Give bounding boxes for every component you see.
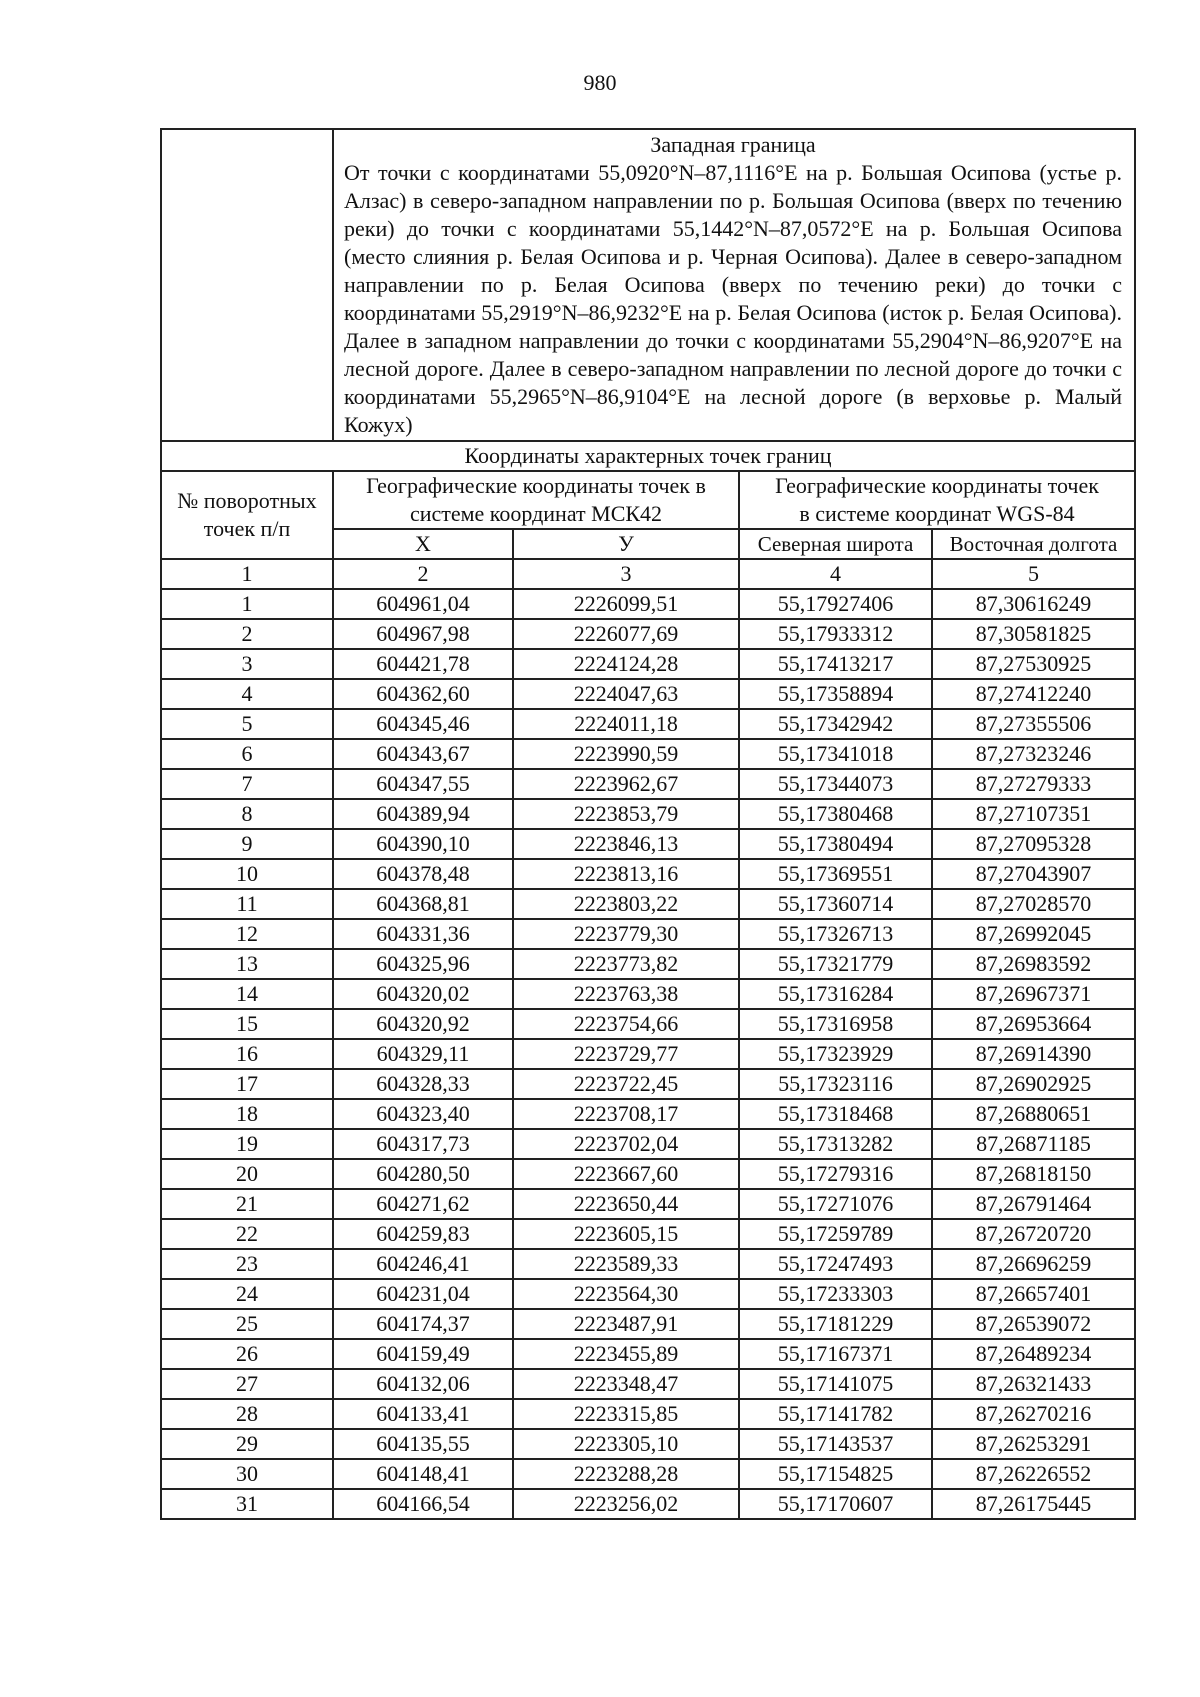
cell-latitude: 55,17933312 [739, 619, 932, 649]
table-row [161, 859, 1135, 889]
table-row [161, 1309, 1135, 1339]
description-title: Западная граница [650, 132, 816, 157]
cell-x: 604328,33 [333, 1069, 513, 1099]
cell-latitude: 55,17167371 [739, 1339, 932, 1369]
cell-y: 2223564,30 [513, 1279, 739, 1309]
cell-number: 22 [161, 1219, 333, 1249]
cell-latitude: 55,17247493 [739, 1249, 932, 1279]
cell-y: 2223773,82 [513, 949, 739, 979]
cell-y: 2223605,15 [513, 1219, 739, 1249]
cell-x: 604378,48 [333, 859, 513, 889]
cell-y: 2223962,67 [513, 769, 739, 799]
table-row [161, 1129, 1135, 1159]
cell-y: 2223288,28 [513, 1459, 739, 1489]
table-row [161, 1369, 1135, 1399]
cell-x: 604961,04 [333, 589, 513, 619]
section-title: Координаты характерных точек границ [161, 441, 1135, 471]
cell-number: 12 [161, 919, 333, 949]
cell-latitude: 55,17927406 [739, 589, 932, 619]
cell-number: 25 [161, 1309, 333, 1339]
cell-x: 604368,81 [333, 889, 513, 919]
table-row [161, 739, 1135, 769]
cell-latitude: 55,17413217 [739, 649, 932, 679]
cell-x: 604133,41 [333, 1399, 513, 1429]
cell-number: 4 [161, 679, 333, 709]
table-row [161, 949, 1135, 979]
cell-y: 2223487,91 [513, 1309, 739, 1339]
cell-number: 23 [161, 1249, 333, 1279]
cell-latitude: 55,17181229 [739, 1309, 932, 1339]
description-cell [333, 129, 1135, 441]
table-row [161, 769, 1135, 799]
table-row [161, 1429, 1135, 1459]
cell-number: 17 [161, 1069, 333, 1099]
cell-y: 2224047,63 [513, 679, 739, 709]
cell-y: 2223729,77 [513, 1039, 739, 1069]
cell-longitude: 87,27279333 [932, 769, 1135, 799]
cell-latitude: 55,17369551 [739, 859, 932, 889]
cell-latitude: 55,17326713 [739, 919, 932, 949]
cell-number: 10 [161, 859, 333, 889]
cell-number: 30 [161, 1459, 333, 1489]
column-index: 2 [333, 559, 513, 589]
cell-y: 2223853,79 [513, 799, 739, 829]
cell-x: 604317,73 [333, 1129, 513, 1159]
header-group-wgs: Географические координаты точек в системе координат WGS-84 [739, 471, 1135, 529]
table-row [161, 1189, 1135, 1219]
cell-latitude: 55,17233303 [739, 1279, 932, 1309]
table-row [161, 1099, 1135, 1129]
cell-x: 604345,46 [333, 709, 513, 739]
cell-longitude: 87,27043907 [932, 859, 1135, 889]
cell-longitude: 87,26489234 [932, 1339, 1135, 1369]
cell-latitude: 55,17141075 [739, 1369, 932, 1399]
cell-longitude: 87,26914390 [932, 1039, 1135, 1069]
cell-x: 604421,78 [333, 649, 513, 679]
cell-x: 604329,11 [333, 1039, 513, 1069]
cell-number: 28 [161, 1399, 333, 1429]
cell-y: 2223803,22 [513, 889, 739, 919]
cell-y: 2223348,47 [513, 1369, 739, 1399]
cell-longitude: 87,30581825 [932, 619, 1135, 649]
cell-latitude: 55,17380494 [739, 829, 932, 859]
cell-latitude: 55,17321779 [739, 949, 932, 979]
cell-number: 11 [161, 889, 333, 919]
cell-x: 604323,40 [333, 1099, 513, 1129]
cell-y: 2223990,59 [513, 739, 739, 769]
cell-number: 19 [161, 1129, 333, 1159]
column-index: 5 [932, 559, 1135, 589]
cell-longitude: 87,27412240 [932, 679, 1135, 709]
cell-x: 604148,41 [333, 1459, 513, 1489]
cell-latitude: 55,17170607 [739, 1489, 932, 1519]
cell-y: 2226099,51 [513, 589, 739, 619]
cell-number: 14 [161, 979, 333, 1009]
cell-longitude: 87,26871185 [932, 1129, 1135, 1159]
cell-longitude: 87,26902925 [932, 1069, 1135, 1099]
cell-longitude: 87,26696259 [932, 1249, 1135, 1279]
cell-latitude: 55,17143537 [739, 1429, 932, 1459]
table-row [161, 1339, 1135, 1369]
cell-y: 2223763,38 [513, 979, 739, 1009]
header-latitude: Северная широта [739, 529, 932, 559]
cell-latitude: 55,17358894 [739, 679, 932, 709]
cell-x: 604271,62 [333, 1189, 513, 1219]
cell-y: 2223846,13 [513, 829, 739, 859]
cell-longitude: 87,26270216 [932, 1399, 1135, 1429]
cell-longitude: 87,26657401 [932, 1279, 1135, 1309]
cell-latitude: 55,17323116 [739, 1069, 932, 1099]
cell-number: 15 [161, 1009, 333, 1039]
header-longitude: Восточная долгота [932, 529, 1135, 559]
table-row [161, 589, 1135, 619]
cell-y: 2223256,02 [513, 1489, 739, 1519]
cell-number: 29 [161, 1429, 333, 1459]
table-row [161, 1009, 1135, 1039]
table-row [161, 1399, 1135, 1429]
cell-x: 604259,83 [333, 1219, 513, 1249]
table-row [161, 1039, 1135, 1069]
cell-latitude: 55,17141782 [739, 1399, 932, 1429]
description-row [161, 129, 1135, 441]
header-y: У [513, 529, 739, 559]
cell-latitude: 55,17342942 [739, 709, 932, 739]
table-row [161, 1219, 1135, 1249]
header-group-msk: Географические координаты точек в системе координат МСК42 [333, 471, 739, 529]
cell-longitude: 87,27095328 [932, 829, 1135, 859]
description-empty-cell [161, 129, 333, 441]
cell-y: 2224011,18 [513, 709, 739, 739]
cell-latitude: 55,17154825 [739, 1459, 932, 1489]
cell-x: 604174,37 [333, 1309, 513, 1339]
table-row [161, 709, 1135, 739]
cell-number: 8 [161, 799, 333, 829]
cell-longitude: 87,26321433 [932, 1369, 1135, 1399]
cell-latitude: 55,17344073 [739, 769, 932, 799]
column-index: 1 [161, 559, 333, 589]
cell-longitude: 87,26967371 [932, 979, 1135, 1009]
cell-number: 26 [161, 1339, 333, 1369]
table-row [161, 1279, 1135, 1309]
cell-x: 604389,94 [333, 799, 513, 829]
cell-x: 604159,49 [333, 1339, 513, 1369]
cell-longitude: 87,27107351 [932, 799, 1135, 829]
boundary-table [160, 128, 1136, 1520]
cell-latitude: 55,17341018 [739, 739, 932, 769]
page-number: 980 [583, 70, 617, 95]
cell-y: 2223754,66 [513, 1009, 739, 1039]
table-row [161, 1489, 1135, 1519]
cell-longitude: 87,26539072 [932, 1309, 1135, 1339]
cell-y: 2224124,28 [513, 649, 739, 679]
cell-x: 604967,98 [333, 619, 513, 649]
cell-longitude: 87,26791464 [932, 1189, 1135, 1219]
cell-number: 13 [161, 949, 333, 979]
description-text: От точки с координатами 55,0920°N–87,1116°E на р. Большая Осипова (устье р. Алзас) в северо-западном направлении по р. Большая Осипова (вверх по течению реки) до точки с координатами 55,1442°N–87,0572°E на р. Большая Осипова (место слияния р. Белая Осипова и р. Черная Осипова). Далее в северо-западном направлении по р. Белая Осипова (вверх по течению реки) до точки с координатами 55,2919°N–86,9232°E на р. Белая Осипова (исток р. Белая Осипова). Далее в западном направлении до точки с координатами 55,2904°N–86,9207°E на лесной дороге. Далее в северо-западном направлении по лесной дороге до точки с координатами 55,2965°N–86,9104°E на лесной дороге (в верховье р. Малый Кожух) [344, 160, 1123, 437]
cell-x: 604135,55 [333, 1429, 513, 1459]
table-row [161, 799, 1135, 829]
cell-longitude: 87,26992045 [932, 919, 1135, 949]
cell-latitude: 55,17279316 [739, 1159, 932, 1189]
header-row-groups [161, 471, 1135, 529]
column-index: 4 [739, 559, 932, 589]
table-row [161, 829, 1135, 859]
cell-latitude: 55,17271076 [739, 1189, 932, 1219]
cell-latitude: 55,17316958 [739, 1009, 932, 1039]
cell-y: 2223455,89 [513, 1339, 739, 1369]
cell-longitude: 87,27323246 [932, 739, 1135, 769]
table-row [161, 1069, 1135, 1099]
header-number: № поворотных точек п/п [161, 471, 333, 559]
section-title-row [161, 441, 1135, 471]
column-index-row [161, 559, 1135, 589]
column-index: 3 [513, 559, 739, 589]
table-row [161, 1249, 1135, 1279]
cell-number: 9 [161, 829, 333, 859]
cell-x: 604132,06 [333, 1369, 513, 1399]
cell-number: 1 [161, 589, 333, 619]
cell-x: 604325,96 [333, 949, 513, 979]
cell-longitude: 87,26983592 [932, 949, 1135, 979]
table-row [161, 679, 1135, 709]
cell-latitude: 55,17360714 [739, 889, 932, 919]
cell-number: 21 [161, 1189, 333, 1219]
cell-number: 16 [161, 1039, 333, 1069]
cell-longitude: 87,26253291 [932, 1429, 1135, 1459]
cell-longitude: 87,27530925 [932, 649, 1135, 679]
cell-latitude: 55,17313282 [739, 1129, 932, 1159]
cell-number: 2 [161, 619, 333, 649]
table-row [161, 1459, 1135, 1489]
cell-number: 7 [161, 769, 333, 799]
cell-latitude: 55,17316284 [739, 979, 932, 1009]
cell-number: 20 [161, 1159, 333, 1189]
cell-y: 2223779,30 [513, 919, 739, 949]
cell-x: 604320,92 [333, 1009, 513, 1039]
cell-x: 604166,54 [333, 1489, 513, 1519]
cell-number: 6 [161, 739, 333, 769]
header-x: Х [333, 529, 513, 559]
cell-number: 24 [161, 1279, 333, 1309]
cell-x: 604331,36 [333, 919, 513, 949]
cell-x: 604343,67 [333, 739, 513, 769]
cell-y: 2223813,16 [513, 859, 739, 889]
table-row [161, 979, 1135, 1009]
cell-latitude: 55,17380468 [739, 799, 932, 829]
cell-y: 2223708,17 [513, 1099, 739, 1129]
cell-x: 604246,41 [333, 1249, 513, 1279]
cell-longitude: 87,27028570 [932, 889, 1135, 919]
table-row [161, 1159, 1135, 1189]
cell-latitude: 55,17323929 [739, 1039, 932, 1069]
cell-x: 604347,55 [333, 769, 513, 799]
cell-longitude: 87,26880651 [932, 1099, 1135, 1129]
cell-number: 18 [161, 1099, 333, 1129]
cell-longitude: 87,26720720 [932, 1219, 1135, 1249]
cell-y: 2223667,60 [513, 1159, 739, 1189]
cell-x: 604390,10 [333, 829, 513, 859]
cell-latitude: 55,17318468 [739, 1099, 932, 1129]
cell-number: 31 [161, 1489, 333, 1519]
cell-y: 2223315,85 [513, 1399, 739, 1429]
cell-y: 2226077,69 [513, 619, 739, 649]
cell-y: 2223702,04 [513, 1129, 739, 1159]
cell-longitude: 87,26953664 [932, 1009, 1135, 1039]
cell-y: 2223722,45 [513, 1069, 739, 1099]
cell-y: 2223589,33 [513, 1249, 739, 1279]
cell-x: 604280,50 [333, 1159, 513, 1189]
cell-longitude: 87,26175445 [932, 1489, 1135, 1519]
cell-latitude: 55,17259789 [739, 1219, 932, 1249]
cell-x: 604362,60 [333, 679, 513, 709]
cell-x: 604231,04 [333, 1279, 513, 1309]
cell-number: 3 [161, 649, 333, 679]
table-row [161, 919, 1135, 949]
cell-longitude: 87,26226552 [932, 1459, 1135, 1489]
cell-longitude: 87,26818150 [932, 1159, 1135, 1189]
table-row [161, 619, 1135, 649]
cell-longitude: 87,30616249 [932, 589, 1135, 619]
table-row [161, 889, 1135, 919]
cell-x: 604320,02 [333, 979, 513, 1009]
table-row [161, 649, 1135, 679]
cell-longitude: 87,27355506 [932, 709, 1135, 739]
cell-y: 2223305,10 [513, 1429, 739, 1459]
cell-number: 27 [161, 1369, 333, 1399]
cell-number: 5 [161, 709, 333, 739]
cell-y: 2223650,44 [513, 1189, 739, 1219]
